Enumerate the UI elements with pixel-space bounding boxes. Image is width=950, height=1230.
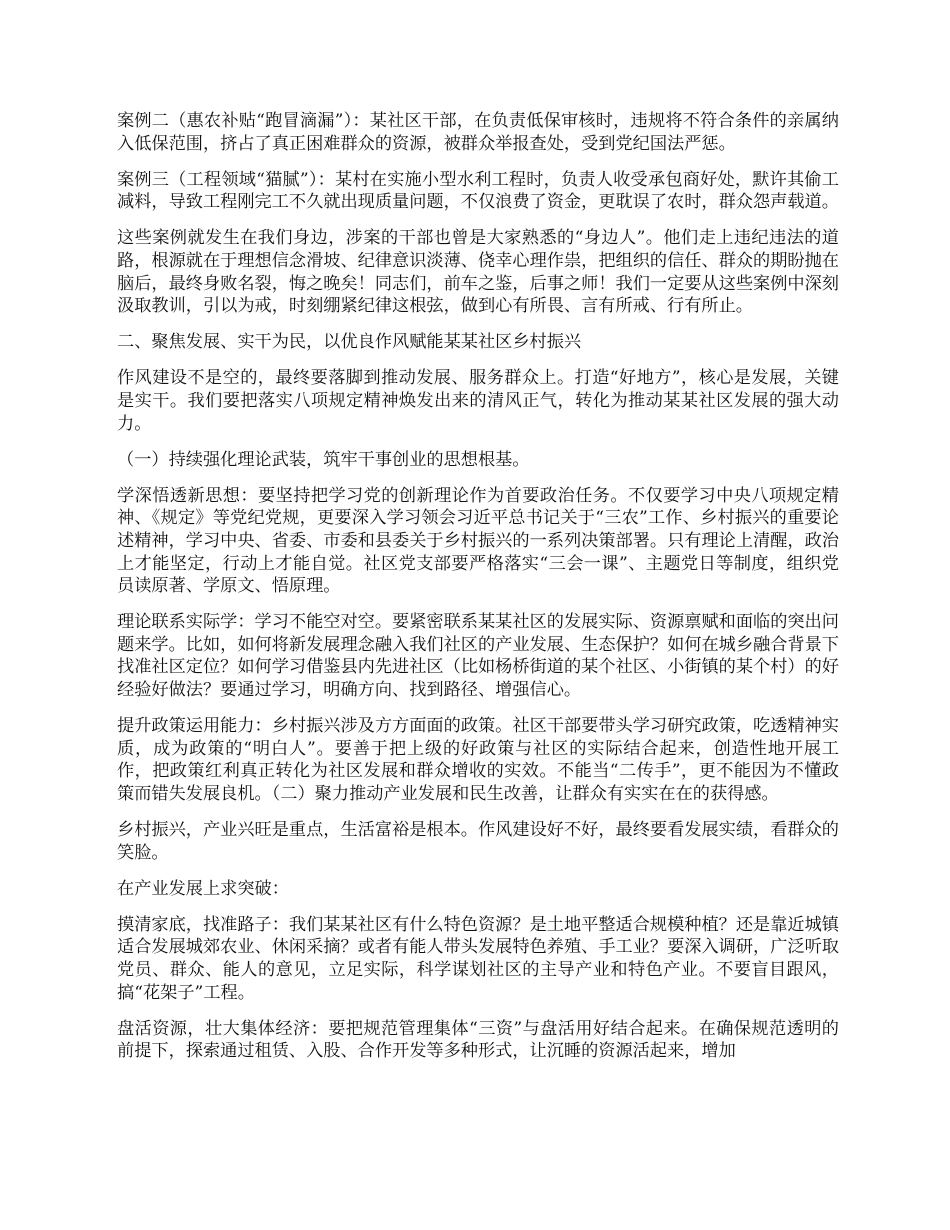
paragraph-lessons: 这些案例就发生在我们身边，涉案的干部也曾是大家熟悉的“身边人”。他们走上违纪违法的道路，根源就在于理想信念滑坡、纪律意识淡薄、侥幸心理作祟，把组织的信任、群众的期盼抛在脑后，最终身败名裂，悔之晚矣！同志们，前车之鉴，后事之师！我们一定要从这些案例中深刻汲取教训，引以为戒，时刻绷紧纪律这根弦，做到心有所畏、言有所戒、行有所止。 bbox=[117, 228, 839, 317]
paragraph-revitalize-resources: 盘活资源，壮大集体经济：要把规范管理集体“三资”与盘活用好结合起来。在确保规范透明的前提下，探索通过租赁、入股、合作开发等多种形式，让沉睡的资源活起来，增加 bbox=[117, 1018, 839, 1062]
paragraph-find-path: 摸清家底，找准路子：我们某某社区有什么特色资源？是土地平整适合规模种植？还是靠近城镇适合发展城郊农业、休闲采摘？或者有能人带头发展特色养殖、手工业？要深入调研，广泛听取党员、群众、能人的意见，立足实际，科学谋划社区的主导产业和特色产业。不要盲目跟风，搞“花架子”工程。 bbox=[117, 914, 839, 1003]
section-heading-two: 二、聚焦发展、实干为民，以优良作风赋能某某社区乡村振兴 bbox=[117, 332, 582, 353]
paragraph-industry-breakthrough: 在产业发展上求突破： bbox=[117, 878, 289, 899]
paragraph-style-building: 作风建设不是空的，最终要落脚到推动发展、服务群众上。打造“好地方”，核心是发展，关键是实干。我们要把落实八项规定精神焕发出来的清风正气，转化为推动某某社区发展的强大动力。 bbox=[117, 368, 839, 434]
paragraph-study-new-thought: 学深悟透新思想：要坚持把学习党的创新理论作为首要政治任务。不仅要学习中央八项规定精神、《规定》等党纪党规，更要深入学习领会习近平总书记关于“三农”工作、乡村振兴的重要论述精神，学习中央、省委、市委和县委关于乡村振兴的一系列决策部署。只有理论上清醒，政治上才能坚定，行动上才能自觉。社区党支部要严格落实“三会一课”、主题党日等制度，组织党员读原著、学原文、悟原理。 bbox=[117, 485, 839, 597]
document-body bbox=[117, 110, 839, 1076]
paragraph-case-three: 案例三（工程领域“猫腻”）：某村在实施小型水利工程时，负责人收受承包商好处，默许其偷工减料，导致工程刚完工不久就出现质量问题，不仅浪费了资金，更耽误了农时，群众怨声载道。 bbox=[117, 169, 839, 213]
paragraph-theory-practice: 理论联系实际学：学习不能空对空。要紧密联系某某社区的发展实际、资源禀赋和面临的突出问题来学。比如，如何将新发展理念融入我们社区的产业发展、生态保护？如何在城乡融合背景下找准社区定位？如何学习借鉴县内先进社区（比如杨桥街道的某个社区、小街镇的某个村）的好经验好做法？要通过学习，明确方向、找到路径、增强信心。 bbox=[117, 612, 839, 700]
subheading-theory: （一）持续强化理论武装，筑牢干事创业的思想根基。 bbox=[117, 449, 530, 470]
paragraph-rural-revitalization: 乡村振兴，产业兴旺是重点，生活富裕是根本。作风建设好不好，最终要看发展实绩，看群众的笑脸。 bbox=[117, 819, 839, 863]
paragraph-policy-ability: 提升政策运用能力：乡村振兴涉及方方面面的政策。社区干部要带头学习研究政策，吃透精神实质，成为政策的“明白人”。要善于把上级的好政策与社区的实际结合起来，创造性地开展工作，把政策红利真正转化为社区发展和群众增收的实效。不能当“二传手”，更不能因为不懂政策而错失发展良机。（二）聚力推动产业发展和民生改善，让群众有实实在在的获得感。 bbox=[117, 716, 839, 804]
paragraph-case-two: 案例二（惠农补贴“跑冒滴漏”）：某社区干部，在负责低保审核时，违规将不符合条件的亲属纳入低保范围，挤占了真正困难群众的资源，被群众举报查处，受到党纪国法严惩。 bbox=[117, 111, 839, 154]
